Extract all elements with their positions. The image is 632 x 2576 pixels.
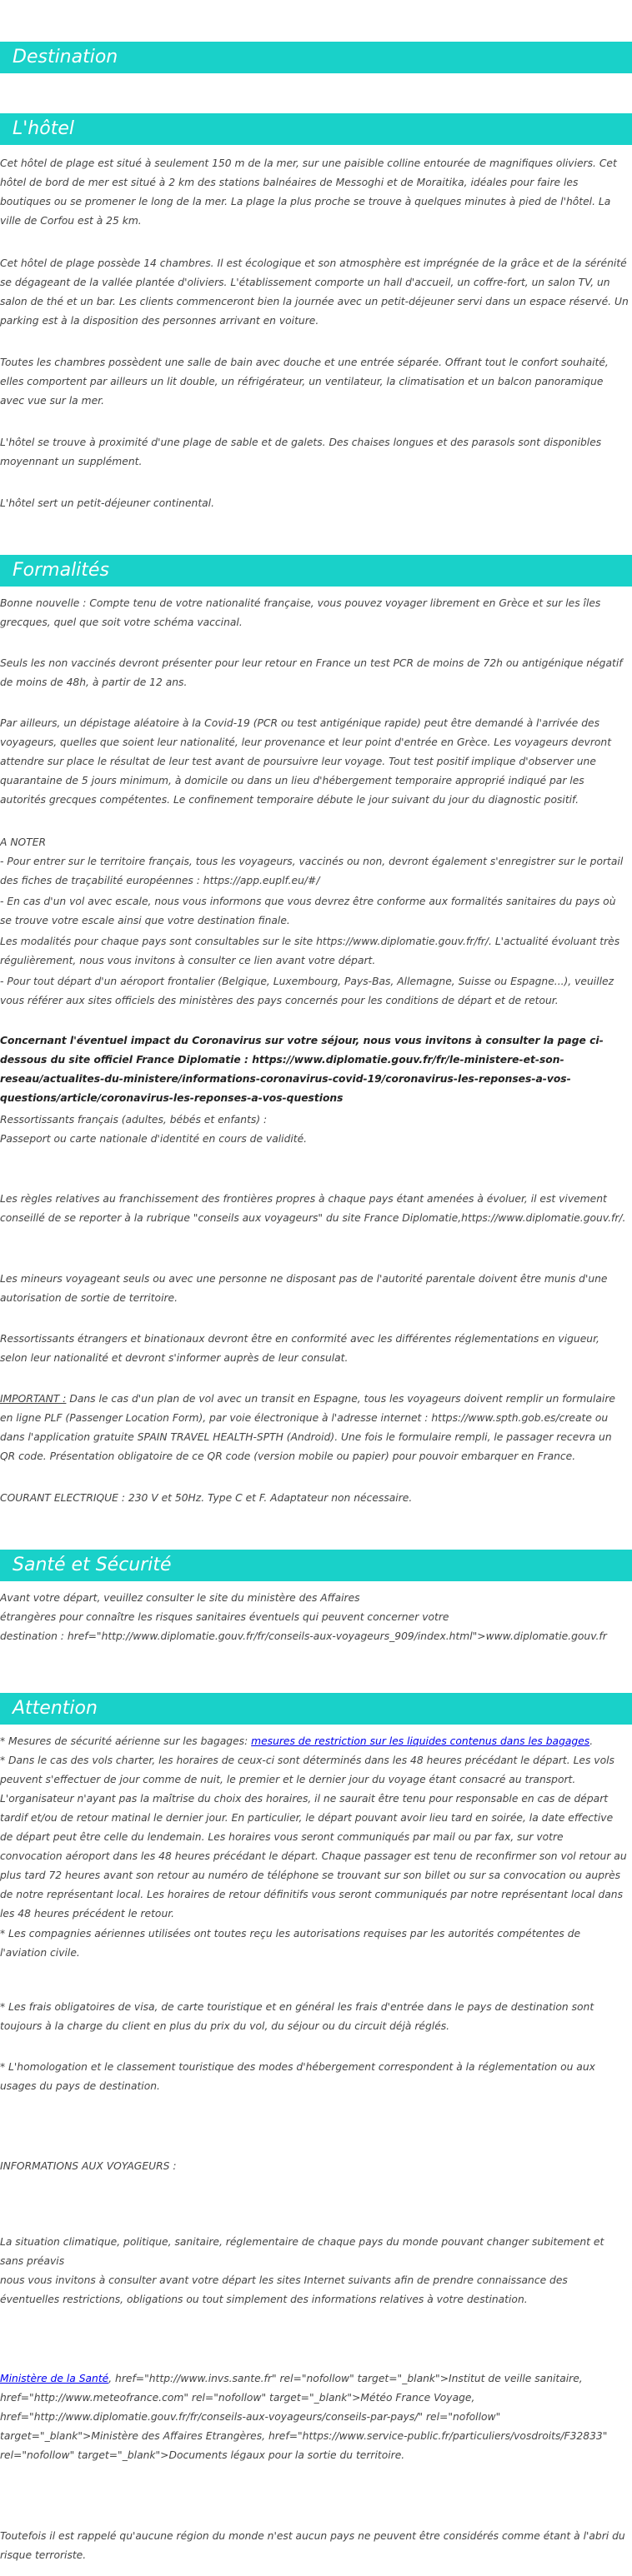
section-title: Santé et Sécurité: [13, 1555, 172, 1575]
ministere-sante-link[interactable]: Ministère de la Santé: [0, 2373, 109, 2384]
attention-mandatory-fees: * Les frais obligatoires de visa, de carte touristique et en général les frais d'entrée dans le pays de destination sont toujours à la charge du client en plus du prix du vol, du séjour ou du circuit déjà réglés.: [0, 2001, 594, 2032]
hotel-paragraph-location: Cet hôtel de plage est situé à seulement 150 m de la mer, sur une paisible colline entourée de magnifiques oliviers. Cet hôtel de bord de mer est situé à 2 km des stations balnéaires de Messoghi et de Moraitika, idéales pour faire les boutiques ou se promener le long de la mer. La plage la plus proche se trouve à quelques minutes à pied de l'hôtel. La ville de Corfou est à 25 km.: [0, 157, 617, 227]
formalites-a-noter-item: - Pour tout départ d'un aéroport frontalier (Belgique, Luxembourg, Pays-Bas, Allemagne, Suisse ou Espagne...), veuillez vous référer aux sites officiels des ministères des pays concernés pour les conditions de départ et de retour.: [0, 976, 614, 1006]
formalites-minors: Les mineurs voyageant seuls ou avec une personne ne disposant pas de l'autorité parentale doivent être munis d'une autorisation de sortie de territoire.: [0, 1273, 608, 1304]
formalites-borders-rules: Les règles relatives au franchissement des frontières propres à chaque pays étant amenées à évoluer, il est vivement conseillé de se reporter à la rubrique "conseils aux voyageurs" du site France Diplomatie,https://www.diplomatie.gouv.fr/.: [0, 1193, 626, 1224]
section-title: Formalités: [13, 560, 109, 581]
section-header-destination: [0, 42, 632, 73]
section-title: Attention: [13, 1698, 98, 1719]
section-header-attention: [0, 1693, 632, 1725]
formalites-unvaccinated: Seuls les non vaccinés devront présenter pour leur retour en France un test PCR de moins de 72h ou antigénique négatif de moins de 48h, à partir de 12 ans.: [0, 657, 623, 688]
section-title: L'hôtel: [13, 118, 74, 139]
formalites-a-noter-title: A NOTER: [0, 836, 47, 848]
hotel-paragraph-breakfast: L'hôtel sert un petit-déjeuner continental.: [0, 497, 215, 509]
section-header-hotel: [0, 113, 632, 145]
formalites-foreigners: Ressortissants étrangers et binationaux devront être en conformité avec les différentes réglementations en vigueur, selon leur nationalité et devront s'informer auprès de leur consulat.: [0, 1333, 599, 1364]
formalites-ressortissants-docs: Passeport ou carte nationale d'identité en cours de validité.: [0, 1133, 308, 1145]
section-title: Destination: [13, 47, 118, 67]
formalites-a-noter-item: - En cas d'un vol avec escale, nous vous informons que vous devrez être conforme aux formalités sanitaires du pays où se trouve votre escale ainsi que votre destination finale.: [0, 896, 616, 926]
attention-situation-sites: nous vous invitons à consulter avant votre départ les sites Internet suivants afin de prendre connaissance des éventuelles restrictions, obligations ou tout simplement des informations relatives à votre destination.: [0, 2274, 568, 2305]
sante-line: destination : href="http://www.diplomatie.gouv.fr/fr/conseils-aux-voyageurs_909/index.html">www.diplomatie.gouv.fr: [0, 1630, 607, 1642]
formalites-good-news: Bonne nouvelle : Compte tenu de votre nationalité française, vous pouvez voyager librement en Grèce et sur les îles grecques, quel que soit votre schéma vaccinal.: [0, 597, 601, 628]
sante-line: Avant votre départ, veuillez consulter le site du ministère des Affaires: [0, 1592, 360, 1604]
links-raw-text: , href="http://www.invs.sante.fr" rel="nofollow" target="_blank">Institut de veille sanitaire, href="http://www.meteofrance.com" rel="nofollow" target="_blank">Météo France Voyage, href="http://www.diplomatie.gouv.fr/fr/conseils-aux-voyageurs/conseils-par-pays/" rel="nofollow" target="_blank">Ministère des Affaires Etrangères, href="https://www.service-public.fr/particuliers/vosdroits/F32833" rel="nofollow" target="_blank">Documents légaux pour la sortie du territoire.: [0, 2373, 608, 2461]
important-label: IMPORTANT :: [0, 1393, 67, 1405]
attention-info-title: INFORMATIONS AUX VOYAGEURS :: [0, 2160, 177, 2172]
hotel-paragraph-description: Cet hôtel de plage possède 14 chambres. Il est écologique et son atmosphère est imprégnée de la grâce et de la sérénité se dégageant de la vallée plantée d'oliviers. L'établissement comporte un hall d'accueil, un coffre-fort, un salon TV, un salon de thé et un bar. Les clients commenceront bien la journée avec un petit-déjeuner servi dans un espace réservé. Un parking est à la disposition des personnes arrivant en voiture.: [0, 257, 629, 327]
attention-homologation: * L'homologation et le classement touristique des modes d'hébergement correspondent à la réglementation ou aux usages du pays de destination.: [0, 2061, 595, 2092]
attention-airlines: * Les compagnies aériennes utilisées ont toutes reçu les autorisations requises par les autorités compétentes de l'aviation civile.: [0, 1928, 581, 1959]
formalites-a-noter-item: - Pour entrer sur le territoire français, tous les voyageurs, vaccinés ou non, devront également s'enregistrer sur le portail des fiches de traçabilité européennes : https://app.euplf.eu/#/: [0, 856, 624, 886]
hotel-paragraph-beach: L'hôtel se trouve à proximité d'une plage de sable et de galets. Des chaises longues et des parasols sont disponibles moyennant un supplément.: [0, 437, 602, 467]
formalites-ressortissants-title: Ressortissants français (adultes, bébés et enfants) :: [0, 1114, 268, 1126]
formalites-electric-current: COURANT ELECTRIQUE : 230 V et 50Hz. Type C et F. Adaptateur non nécessaire.: [0, 1492, 413, 1504]
attention-terrorism: Toutefois il est rappelé qu'aucune région du monde n'est aucun pays ne peuvent être considérés comme étant à l'abri du risque terroriste.: [0, 2530, 625, 2561]
luggage-suffix: .: [589, 1735, 594, 1747]
formalites-a-noter-item: Les modalités pour chaque pays sont consultables sur le site https://www.diplomatie.gouv.fr/fr/. L'actualité évoluant très régulièrement, nous vous invitons à consulter ce lien avant votre départ.: [0, 936, 620, 966]
attention-links: [0, 2369, 629, 2465]
attention-charter-schedules: * Dans le cas des vols charter, les horaires de ceux-ci sont déterminés dans les 48 heures précédant le départ. Les vols peuvent s'effectuer de jour comme de nuit, le premier et le dernier jour du voyage étant consacré au transport. L'organisateur n'ayant pas la maîtrise du choix des horaires, il ne saurait être tenu pour responsable en cas de départ tardif et/ou de retour matinal le dernier jour. En particulier, le départ pouvant avoir lieu tard en soirée, la date effective de départ peut être celle du lendemain. Les horaires vous seront communiqués par mail ou par fax, sur votre convocation aéroport dans les 48 heures précédant le départ. Chaque passager est tenu de reconfirmer son vol retour au plus tard 72 heures avant son retour au numéro de téléphone se trouvant sur son billet ou sur sa convocation ou auprès de notre représentant local. Les horaires de retour définitifs vous seront communiqués par notre représentant local dans les 48 heures précédent le retour.: [0, 1755, 627, 1920]
attention-situation: La situation climatique, politique, sanitaire, réglementaire de chaque pays du monde pouvant changer subitement et sans préavis: [0, 2236, 604, 2267]
formalites-coronavirus-notice: Concernant l'éventuel impact du Coronavirus sur votre séjour, nous vous invitons à consulter la page ci-dessous du site officiel France Diplomatie : https://www.diplomatie.gouv.fr/fr/le-ministere-et-son-reseau/actualites-du-ministere/informations-coronavirus-covid-19/coronavirus-les-reponses-a-vos-questions/article/coronavirus-les-reponses-a-vos-questions: [0, 1035, 604, 1104]
attention-luggage-measures: [0, 1732, 629, 1751]
sante-line: étrangères pour connaître les risques sanitaires éventuels qui peuvent concerner votre: [0, 1611, 449, 1623]
hotel-paragraph-rooms: Toutes les chambres possèdent une salle de bain avec douche et une entrée séparée. Offrant tout le confort souhaité, elles comportent par ailleurs un lit double, un réfrigérateur, un ventilateur, la climatisation et un balcon panoramique avec vue sur la mer.: [0, 357, 609, 407]
formalites-screening: Par ailleurs, un dépistage aléatoire à la Covid-19 (PCR ou test antigénique rapide) peut être demandé à l'arrivée des voyageurs, quelles que soient leur nationalité, leur provenance et leur point d'entrée en Grèce. Les voyageurs devront attendre sur place le résultat de leur test avant de poursuivre leur voyage. Tout test positif implique d'observer une quarantaine de 5 jours minimum, à domicile ou dans un lieu d'hébergement temporaire approprié indiqué par les autorités grecques compétentes. Le confinement temporaire débute le jour suivant du jour du diagnostic positif.: [0, 717, 612, 806]
important-text: Dans le cas d'un plan de vol avec un transit en Espagne, tous les voyageurs doivent remplir un formulaire en ligne PLF (Passenger Location Form), par voie électronique à l'adresse internet : https://www.spth.gob.es/create ou dans l'application gratuite SPAIN TRAVEL HEALTH-SPTH (Android). Une fois le formulaire rempli, le passager recevra un QR code. Présentation obligatoire de ce QR code (version mobile ou papier) pour pouvoir embarquer en France.: [0, 1393, 615, 1462]
section-header-formalites: [0, 555, 632, 587]
liquids-restriction-link[interactable]: mesures de restriction sur les liquides contenus dans les bagages: [251, 1735, 590, 1747]
formalites-important: [0, 1390, 629, 1466]
luggage-prefix: * Mesures de sécurité aérienne sur les bagages:: [0, 1735, 252, 1747]
section-header-sante: [0, 1550, 632, 1581]
